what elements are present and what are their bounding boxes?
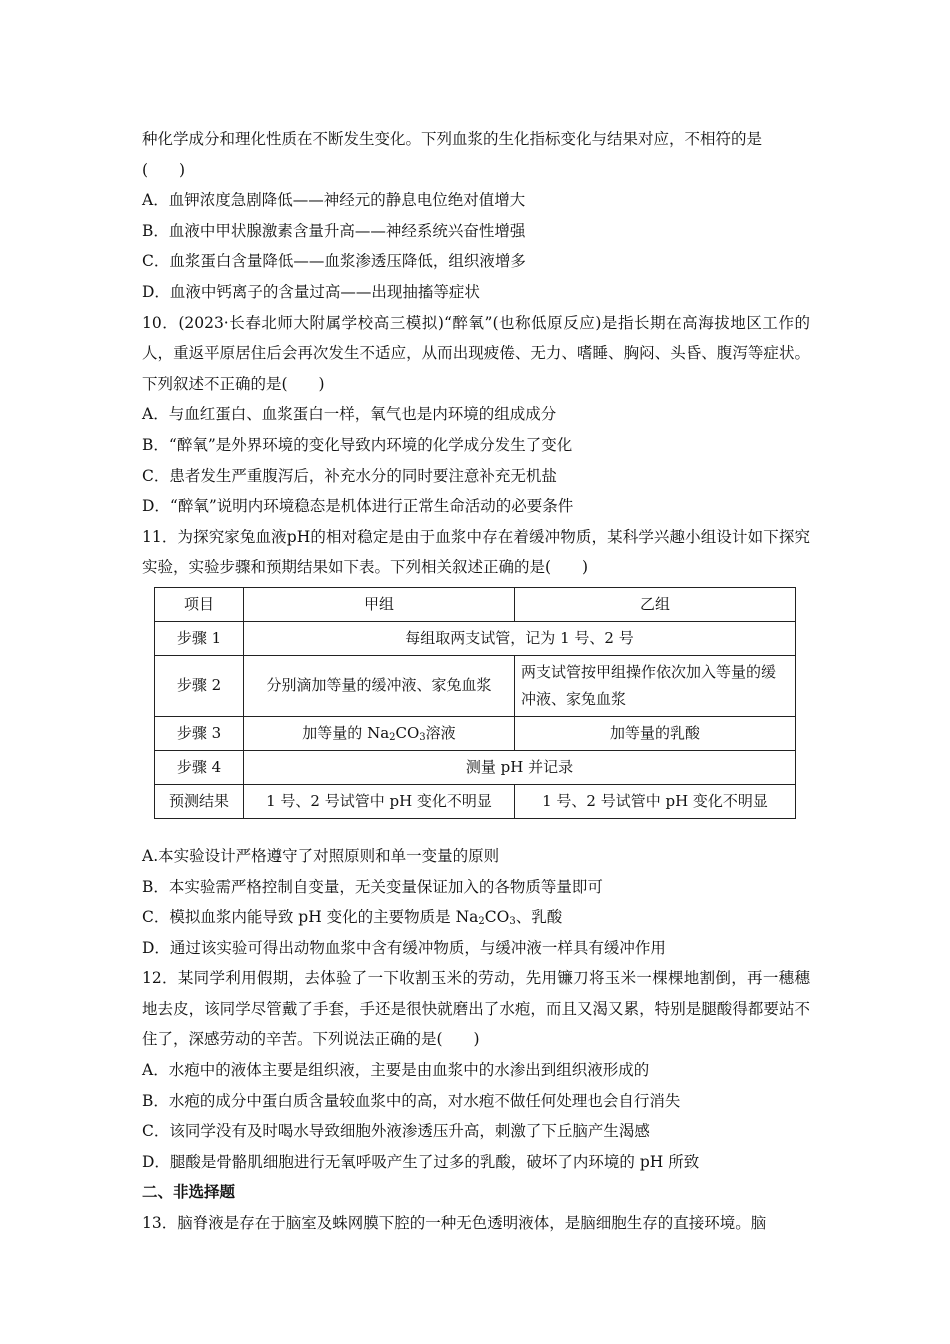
question-12 xyxy=(142,963,810,1177)
result-group-b: 1 号、2 号试管中 pH 变化不明显 xyxy=(515,784,796,818)
step2-label: 步骤 2 xyxy=(155,655,244,716)
table-row-step4 xyxy=(155,750,796,784)
q9-stem-tail: 种化学成分和理化性质在不断发生变化。下列血浆的生化指标变化与结果对应，不相符的是 xyxy=(142,130,763,148)
table-row-step1 xyxy=(155,621,796,655)
q11-c-sub1: 2 xyxy=(478,916,485,928)
q12-option-a: A．水疱中的液体主要是组织液，主要是由血浆中的水渗出到组织液形成的 xyxy=(142,1061,650,1080)
step3-a-pre: 加等量的 Na xyxy=(302,723,390,742)
result-group-a: 1 号、2 号试管中 pH 变化不明显 xyxy=(244,784,515,818)
table-row-result xyxy=(155,784,796,818)
q9-answer-paren: ( ) xyxy=(142,160,186,179)
step2-group-a: 分别滴加等量的缓冲液、家兔血浆 xyxy=(244,655,515,716)
step1-content: 每组取两支试管，记为 1 号、2 号 xyxy=(244,621,796,655)
q10-option-b: B．“醉氧”是外界环境的变化导致内环境的化学成分发生了变化 xyxy=(142,435,573,454)
q11-c-mid: CO xyxy=(484,908,510,927)
table-header-row xyxy=(155,587,796,621)
step3-a-post: 溶液 xyxy=(425,723,456,742)
step3-label: 步骤 3 xyxy=(155,716,244,750)
question-9 xyxy=(142,124,810,308)
step3-a-mid: CO xyxy=(395,723,420,742)
q10-option-c: C．患者发生严重腹泻后，补充水分的同时要注意补充无机盐 xyxy=(142,466,557,485)
step3-a-sub2: 3 xyxy=(419,731,426,743)
result-label: 预测结果 xyxy=(155,784,244,818)
step4-label: 步骤 4 xyxy=(155,750,244,784)
q10-stem: 10．(2023·长春北师大附属学校高三模拟)“醉氧”(也称低原反应)是指长期在高海拔地区工作的人，重返平原居住后会再次发生不适应，从而出现疲倦、无力、嗜睡、胸闷、头昏、腹泻等症状。下列叙述不正确的是( ) xyxy=(142,313,810,393)
page-content xyxy=(142,124,810,1239)
header-group-b: 乙组 xyxy=(515,587,796,621)
q9-option-b: B．血液中甲状腺激素含量升高——神经系统兴奋性增强 xyxy=(142,221,526,240)
step1-label: 步骤 1 xyxy=(155,621,244,655)
q13-stem-start: 13．脑脊液是存在于脑室及蛛网膜下腔的一种无色透明液体，是脑细胞生存的直接环境。脑 xyxy=(142,1214,767,1233)
question-10 xyxy=(142,308,810,522)
q12-option-d: D．腿酸是骨骼肌细胞进行无氧呼吸产生了过多的乳酸，破坏了内环境的 pH 所致 xyxy=(142,1152,700,1171)
q11-c-pre: C．模拟血浆内能导致 pH 变化的主要物质是 Na xyxy=(142,908,479,927)
q11-c-post: 、乳酸 xyxy=(515,908,563,927)
q10-option-a: A．与血红蛋白、血浆蛋白一样，氧气也是内环境的组成成分 xyxy=(142,405,557,424)
step3-group-a xyxy=(244,716,515,750)
question-11 xyxy=(142,522,810,964)
experiment-table xyxy=(154,587,796,819)
header-group-a: 甲组 xyxy=(244,587,515,621)
table-row-step2 xyxy=(155,655,796,716)
q10-option-d: D．“醉氧”说明内环境稳态是机体进行正常生命活动的必要条件 xyxy=(142,497,574,516)
q9-option-c: C．血浆蛋白含量降低——血浆渗透压降低，组织液增多 xyxy=(142,252,526,271)
q11-option-d: D．通过该实验可得出动物血浆中含有缓冲物质，与缓冲液一样具有缓冲作用 xyxy=(142,938,666,957)
table-row-step3 xyxy=(155,716,796,750)
q11-stem: 11．为探究家兔血液pH的相对稳定是由于血浆中存在着缓冲物质，某科学兴趣小组设计如下探究实验，实验步骤和预期结果如下表。下列相关叙述正确的是( ) xyxy=(142,527,810,577)
step2-group-b: 两支试管按甲组操作依次加入等量的缓冲液、家兔血浆 xyxy=(515,655,796,716)
step4-content: 测量 pH 并记录 xyxy=(244,750,796,784)
step3-a-sub1: 2 xyxy=(389,731,396,743)
q11-c-sub2: 3 xyxy=(509,916,516,928)
q12-option-b: B．水疱的成分中蛋白质含量较血浆中的高，对水疱不做任何处理也会自行消失 xyxy=(142,1091,681,1110)
q11-option-c xyxy=(142,902,810,933)
q9-option-d: D．血液中钙离子的含量过高——出现抽搐等症状 xyxy=(142,282,480,301)
section-non-choice xyxy=(142,1177,810,1238)
q11-option-a: A.本实验设计严格遵守了对照原则和单一变量的原则 xyxy=(142,846,500,865)
q11-option-b: B．本实验需严格控制自变量，无关变量保证加入的各物质等量即可 xyxy=(142,877,603,896)
q12-option-c: C．该同学没有及时喝水导致细胞外液渗透压升高，刺激了下丘脑产生渴感 xyxy=(142,1122,650,1141)
section-title: 二、非选择题 xyxy=(142,1182,236,1202)
q9-option-a: A．血钾浓度急剧降低——神经元的静息电位绝对值增大 xyxy=(142,191,526,210)
header-item: 项目 xyxy=(155,587,244,621)
q12-stem: 12．某同学利用假期，去体验了一下收割玉米的劳动，先用镰刀将玉米一棵棵地割倒，再一穗穗地去皮，该同学尽管戴了手套，手还是很快就磨出了水疱，而且又渴又累，特别是腿酸得都要站不住了，深感劳动的辛苦。下列说法正确的是( ) xyxy=(142,969,810,1049)
step3-group-b: 加等量的乳酸 xyxy=(515,716,796,750)
